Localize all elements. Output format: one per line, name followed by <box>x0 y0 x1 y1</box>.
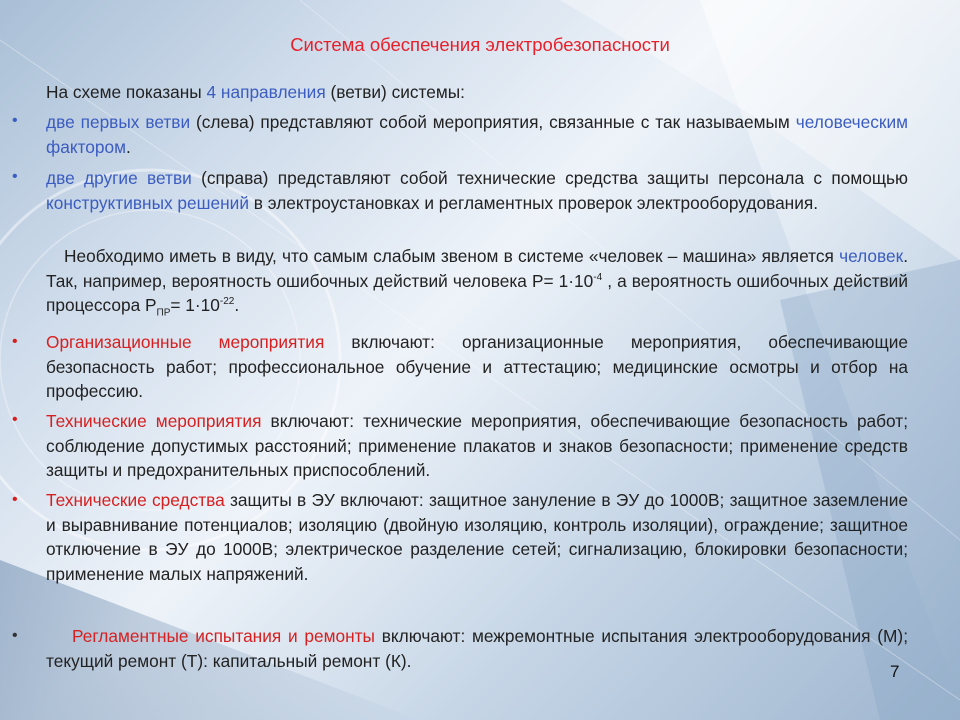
point-human-factor <box>46 110 908 159</box>
point-text: включают: технические мероприятия, обеспечивающие безопасность работ; соблюдение допустимых расстояний; применение плакатов и знаков безопасности; применение средств защиты и предохранительных приспособлений. <box>46 411 909 480</box>
slide-title: Система обеспечения электробезопасности <box>290 34 670 55</box>
point-accent: Регламентные испытания и ремонты <box>72 626 375 646</box>
note-subscript: ПР <box>156 307 171 319</box>
point-text-end: в электроустановках и регламентных проверок электрооборудования. <box>248 192 819 213</box>
intro-accent: 4 направления <box>206 82 326 102</box>
point-accent-2: человеческим фактором <box>46 112 908 157</box>
point-technical-measures <box>46 409 908 483</box>
bullet-marker: • <box>12 168 18 185</box>
intro-paragraph <box>46 80 906 105</box>
note-exponent: -4 <box>593 271 603 283</box>
bullet-marker: • <box>12 491 18 508</box>
point-text: защиты в ЭУ включают: защитное зануление в ЭУ до 1000В; защитное заземление и выравнивание потенциалов; изоляцию (двойную изоляцию, контроль изоляции), ограждение; защитное отключение в ЭУ до 1000В; электрическое разделение сетей; сигнализацию, блокировки безопасности; применение малых напряжений. <box>46 490 908 584</box>
note-exponent-2: -22 <box>219 296 235 308</box>
point-organizational <box>46 330 908 404</box>
point-text: (справа) представляют собой технические средства защиты персонала с помощью <box>191 168 908 188</box>
note-text-4: = 1·10 <box>170 295 220 315</box>
bullet-marker: • <box>12 333 18 350</box>
page-number: 7 <box>890 662 900 681</box>
point-text: включают: организационные мероприятия, обеспечивающие безопасность работ; профессиональное обучение и аттестацию; медицинские осмотры и отбор на профессию. <box>46 332 908 401</box>
point-technical-means <box>46 166 908 215</box>
point-accent-2: конструктивных решений <box>46 192 249 213</box>
note-text-3: , а вероятность ошибочных действий процессора P <box>46 270 908 315</box>
point-text: включают: межремонтные испытания электрооборудования (М); текущий ремонт (Т): капитальный ремонт (К). <box>46 626 908 671</box>
point-text: (слева) представляют собой мероприятия, связанные с так называемым <box>190 112 796 132</box>
bullet-marker: • <box>12 411 18 428</box>
point-accent: две другие ветви <box>46 168 192 188</box>
note-text-end: . <box>234 295 240 315</box>
weak-link-note <box>46 244 908 318</box>
point-accent: две первых ветви <box>46 112 191 132</box>
point-accent: Организационные мероприятия <box>46 332 325 352</box>
point-inspections <box>46 624 908 673</box>
bullet-marker: • <box>12 112 18 129</box>
note-accent: человек <box>839 246 904 266</box>
intro-text: На схеме показаны <box>46 82 207 102</box>
note-text-2: . Так, например, вероятность ошибочных действий человека P= 1·10 <box>46 246 908 291</box>
point-text-end: . <box>126 136 131 157</box>
note-text: Необходимо иметь в виду, что самым слабым звеном в системе «человек – машина» является <box>64 246 840 266</box>
intro-text-end: (ветви) системы: <box>325 82 465 102</box>
point-accent: Технические мероприятия <box>46 411 262 431</box>
bullet-marker: • <box>12 627 18 644</box>
point-accent: Технические средства <box>46 490 225 510</box>
point-technical-protection <box>46 488 908 586</box>
